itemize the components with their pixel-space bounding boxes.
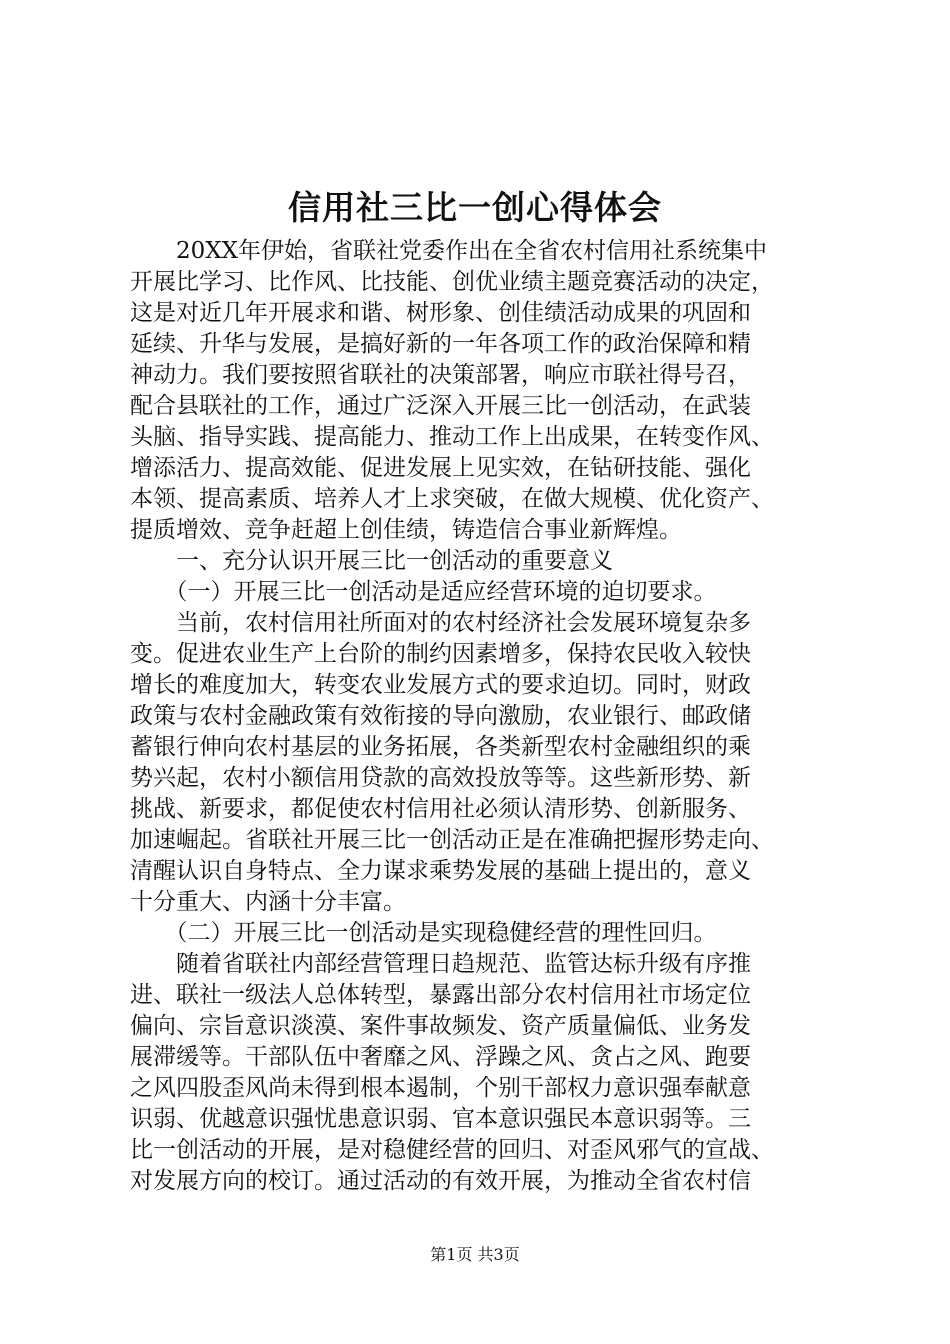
text-line: 变。促进农业生产上台阶的制约因素增多，保持农民收入较快 <box>130 641 751 667</box>
text-line: 十分重大、内涵十分丰富。 <box>130 889 406 915</box>
text-line: 这是对近几年开展求和谐、树形象、创佳绩活动成果的巩固和 <box>130 300 751 326</box>
text-line: （二）开展三比一创活动是实现稳健经营的理性回归。 <box>130 920 717 946</box>
text-line: 神动力。我们要按照省联社的决策部署，响应市联社得号召， <box>130 362 751 388</box>
text-line: 对发展方向的校订。通过活动的有效开展，为推动全省农村信 <box>130 1168 751 1194</box>
text-line: 20XX年伊始，省联社党委作出在全省农村信用社系统集中 <box>130 238 768 264</box>
text-line: 头脑、指导实践、提高能力、推动工作上出成果，在转变作风、 <box>130 424 774 450</box>
text-line: 增添活力、提高效能、促进发展上见实效，在钻研技能、强化 <box>130 455 751 481</box>
text-line: 势兴起，农村小额信用贷款的高效投放等等。这些新形势、新 <box>130 765 751 791</box>
document-body <box>130 236 830 1197</box>
text-line: 之风四股歪风尚未得到根本遏制，个别干部权力意识强奉献意 <box>130 1075 751 1101</box>
text-line: 进、联社一级法人总体转型，暴露出部分农村信用社市场定位 <box>130 982 751 1008</box>
text-line: 一、充分认识开展三比一创活动的重要意义 <box>130 548 613 574</box>
text-line: 延续、升华与发展，是搞好新的一年各项工作的政治保障和精 <box>130 331 751 357</box>
text-line: 识弱、优越意识强忧患意识弱、官本意识强民本意识弱等。三 <box>130 1106 751 1132</box>
text-line: 增长的难度加大，转变农业发展方式的要求迫切。同时，财政 <box>130 672 751 698</box>
text-line: 政策与农村金融政策有效衔接的导向激励，农业银行、邮政储 <box>130 703 751 729</box>
page-footer: 第1页 共3页 <box>430 1245 520 1264</box>
text-line: 配合县联社的工作，通过广泛深入开展三比一创活动，在武装 <box>130 393 751 419</box>
page-title: 信用社三比一创心得体会 <box>288 188 662 227</box>
text-line: 本领、提高素质、培养人才上求突破，在做大规模、优化资产、 <box>130 486 774 512</box>
text-line: 展滞缓等。干部队伍中奢靡之风、浮躁之风、贪占之风、跑要 <box>130 1044 751 1070</box>
text-line: 加速崛起。省联社开展三比一创活动正是在准确把握形势走向、 <box>130 827 774 853</box>
text-line: 提质增效、竞争赶超上创佳绩，铸造信合事业新辉煌。 <box>130 517 682 543</box>
text-line: 挑战、新要求，都促使农村信用社必须认清形势、创新服务、 <box>130 796 751 822</box>
text-line: 偏向、宗旨意识淡漠、案件事故频发、资产质量偏低、业务发 <box>130 1013 751 1039</box>
text-line: （一）开展三比一创活动是适应经营环境的迫切要求。 <box>130 579 717 605</box>
text-line: 当前，农村信用社所面对的农村经济社会发展环境复杂多 <box>130 610 751 636</box>
text-line: 蓄银行伸向农村基层的业务拓展，各类新型农村金融组织的乘 <box>130 734 751 760</box>
text-line: 开展比学习、比作风、比技能、创优业绩主题竞赛活动的决定， <box>130 269 774 295</box>
text-line: 随着省联社内部经营管理日趋规范、监管达标升级有序推 <box>130 951 751 977</box>
text-line: 清醒认识自身特点、全力谋求乘势发展的基础上提出的，意义 <box>130 858 751 884</box>
text-line: 比一创活动的开展，是对稳健经营的回归、对歪风邪气的宣战、 <box>130 1137 774 1163</box>
